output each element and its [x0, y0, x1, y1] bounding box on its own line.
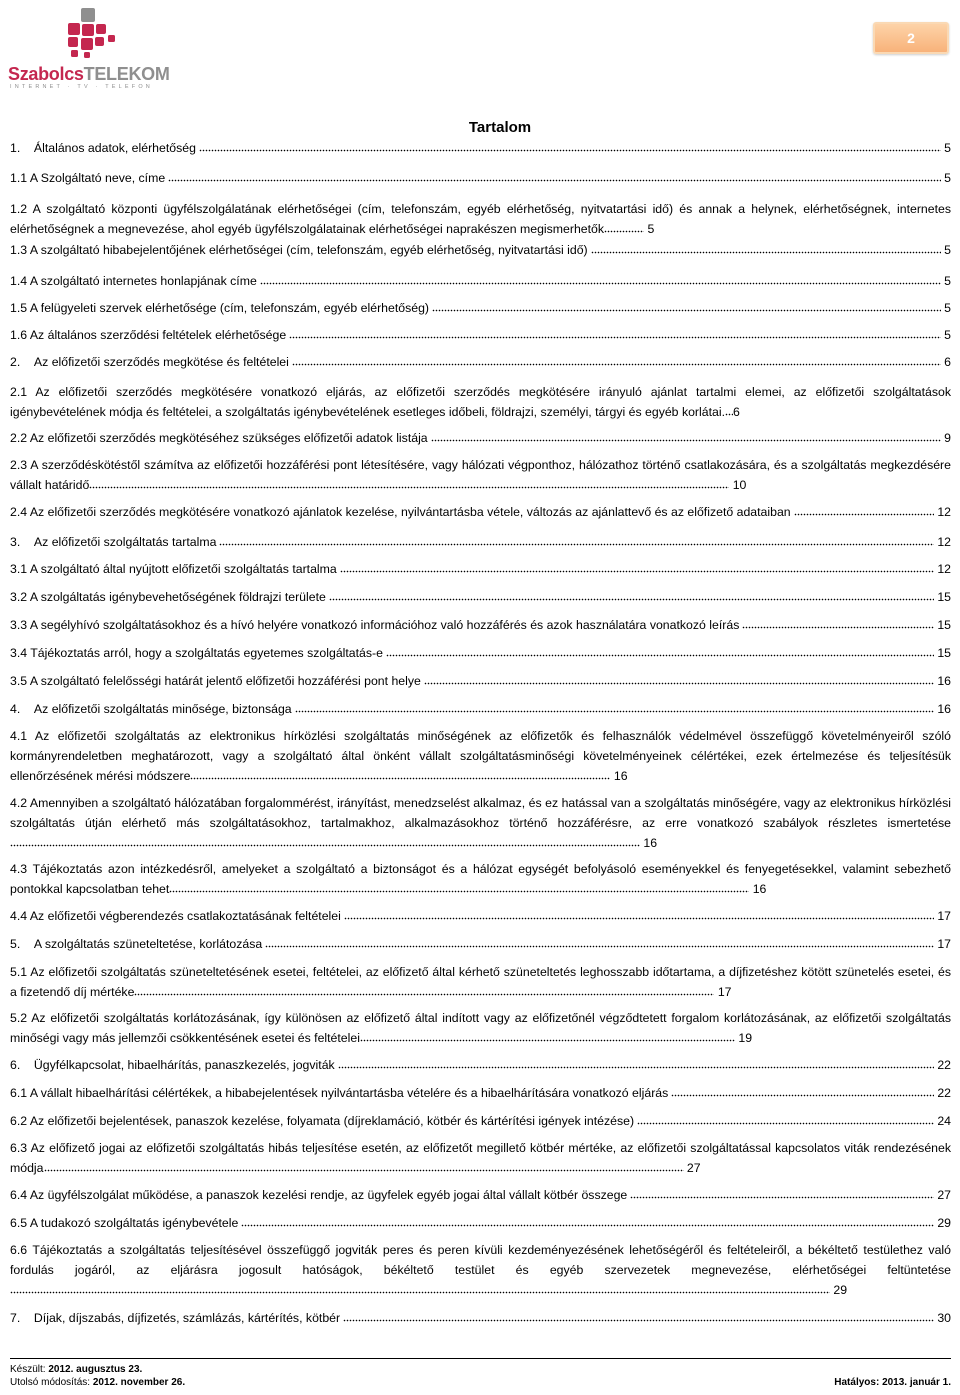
footer-divider: [10, 1358, 951, 1359]
toc-entry-text: 6.3 Az előfizető jogai az előfizetői szolgáltatás hibás teljesítése esetén, az előfizetőt megillető kötbér mértéke, az előfizetői szolgáltatással kapcsolatos viták rendezésének módja: [10, 1141, 951, 1175]
toc-entry-page: 10: [732, 478, 747, 492]
logo-wordmark: [8, 64, 170, 84]
toc-entry-page: 22: [937, 1086, 951, 1100]
logo-brand-part1: Szabolcs: [8, 64, 84, 84]
toc-entry[interactable]: [10, 352, 951, 372]
toc-entry-page: 16: [613, 769, 628, 783]
toc-entry-text: 3.4 Tájékoztatás arról, hogy a szolgáltatás egyetemes szolgáltatás-e: [10, 646, 383, 660]
company-logo: [8, 8, 178, 88]
toc-entry-text: 5. A szolgáltatás szüneteltetése, korlátozása: [10, 937, 263, 951]
toc-entry[interactable]: [10, 615, 951, 635]
toc-entry[interactable]: [10, 906, 951, 926]
toc-entry[interactable]: [10, 199, 951, 239]
toc-entry-text: 3.5 A szolgáltató felelősségi határát jelentő előfizetői hozzáférési pont helye: [10, 674, 421, 688]
toc-entry[interactable]: [10, 934, 951, 954]
toc-entry[interactable]: [10, 325, 951, 345]
toc-title: Tartalom: [468, 119, 532, 136]
toc-entry-page: 12: [937, 505, 951, 519]
toc-entry-page: 16: [937, 674, 951, 688]
toc-entry-page: 27: [686, 1161, 701, 1175]
toc-entry-page: 15: [937, 618, 951, 632]
toc-entry-text: 4.1 Az előfizetői szolgáltatás az elektronikus hírközlési szolgáltatás minőségének az előfizetők és felhasználók védelmével összefüggő követelményeiről szóló kormányrendeletben meghatározott, vagy a szolgáltató által önként vállalt szolgáltatásminőségi követelményeinek célértékei, ezek értelmezése és teljesítésük ellenőrzésének mérési módszere: [10, 729, 951, 783]
toc-entry-page: 17: [717, 985, 732, 999]
toc-entry[interactable]: [10, 455, 951, 495]
toc-entry-page: 12: [937, 535, 951, 549]
toc-entry-page: 5: [944, 243, 951, 257]
toc-entry-text: 3.2 A szolgáltatás igénybevehetőségének földrajzi területe: [10, 590, 326, 604]
toc-entry-page: 19: [738, 1031, 753, 1045]
toc-entry-text: 5.1 Az előfizetői szolgáltatás szüneteltetésének esetei, feltételei, az előfizető által kérhető szüneteltetés leghosszabb időtartama, a díjfizetéshez kötött szünetelés esetei, és a fizetendő díj mértéke: [10, 965, 951, 999]
toc-entry-text: 2.1 Az előfizetői szerződés megkötésére vonatkozó eljárás, az előfizetői szerződés megkötésére irányuló ajánlat tartalmi elemei, az előfizetői szolgáltatások igénybevételének módja és feltételei, a szolgáltatás igénybevételének esetleges időbeli, földrajzi, személyi, tárgyi és egyéb korlátai.: [10, 385, 951, 419]
toc-entry-page: 24: [937, 1114, 951, 1128]
toc-entry[interactable]: [10, 962, 951, 1002]
toc-entry-page: 16: [752, 882, 767, 896]
toc-entry-page: 5: [944, 274, 951, 288]
toc-entry[interactable]: [10, 1111, 951, 1131]
toc-entry-text: 4. Az előfizetői szolgáltatás minősége, biztonsága: [10, 702, 292, 716]
toc-entry[interactable]: [10, 1240, 951, 1300]
toc-entry-page: 5: [944, 301, 951, 315]
toc-entry[interactable]: [10, 532, 951, 552]
toc-entry[interactable]: [10, 1055, 951, 1075]
footer-modified: Utolsó módosítás: 2012. november 26.: [10, 1377, 186, 1388]
toc-entry-text: 7. Díjak, díjszabás, díjfizetés, számlázás, kártérítés, kötbér: [10, 1311, 341, 1325]
toc-entry-page: 5: [944, 171, 951, 185]
toc-entry[interactable]: [10, 699, 951, 719]
toc-entry-text: 4.3 Tájékoztatás azon intézkedésről, amelyeket a szolgáltató a biztonságot és a hálózat egységét befolyásoló eseményekkel és fenyegetésekkel, valamint sebezhető pontokkal kapcsolatban tehet: [10, 862, 951, 896]
toc-entry-page: 16: [937, 702, 951, 716]
toc-entry-text: 6.2 Az előfizetői bejelentések, panaszok kezelése, folyamata (díjreklamáció, kötbér és kártérítési igények intézése): [10, 1114, 635, 1128]
toc-entry-text: 6.5 A tudakozó szolgáltatás igénybevétele: [10, 1216, 239, 1230]
toc-entry-text: 1.6 Az általános szerződési feltételek elérhetősége: [10, 328, 287, 342]
toc-entry[interactable]: [10, 1185, 951, 1205]
toc-entry[interactable]: [10, 1083, 951, 1103]
logo-mark-icon: [60, 8, 120, 60]
toc-entry-page: 17: [937, 937, 951, 951]
toc-entry[interactable]: [10, 1213, 951, 1233]
toc-entry-text: 3.1 A szolgáltató által nyújtott előfizetői szolgáltatás tartalma: [10, 562, 337, 576]
toc-entry-page: 6: [944, 355, 951, 369]
toc-entry-text: 2.3 A szerződéskötéstől számítva az előfizetői hozzáférési pont létesítésére, vagy hálózati végponthoz, hálózathoz történő csatlakozására, és a szolgáltatás megkezdésére vállalt határidő: [10, 458, 951, 492]
toc-entry-text: 1.3 A szolgáltató hibabejelentőjének elérhetőségei (cím, telefonszám, egyéb elérhetőség, nyitvatartási idő): [10, 243, 588, 257]
logo-brand-part2: TELEKOM: [83, 64, 170, 84]
toc-entry[interactable]: [10, 240, 951, 260]
toc-entry-text: 4.4 Az előfizetői végberendezés csatlakoztatásának feltételei: [10, 909, 341, 923]
toc-entry-text: 1. Általános adatok, elérhetőség: [10, 141, 196, 155]
toc-entry[interactable]: [10, 382, 951, 422]
toc-entry[interactable]: [10, 138, 951, 158]
toc-entry-page: 15: [937, 646, 951, 660]
toc-entry[interactable]: [10, 559, 951, 579]
toc-entry[interactable]: [10, 1008, 951, 1048]
toc-entry[interactable]: [10, 587, 951, 607]
toc-entry-page: 12: [937, 562, 951, 576]
toc-entry[interactable]: [10, 502, 951, 522]
toc-entry[interactable]: [10, 1138, 951, 1178]
toc-entry[interactable]: [10, 643, 951, 663]
toc-entry-page: 30: [937, 1311, 951, 1325]
page-footer: [10, 1363, 951, 1389]
toc-entry-text: 6.1 A vállalt hibaelhárítási célértékek, a hibabejelentések nyilvántartásba vételére és a hibaelhárítására vonatkozó eljárás: [10, 1086, 669, 1100]
footer-effective: Hatályos: 2013. január 1.: [834, 1377, 951, 1388]
toc-entry-page: 27: [937, 1188, 951, 1202]
footer-created: Készült: 2012. augusztus 23.: [10, 1364, 143, 1375]
toc-entry-text: 4.2 Amennyiben a szolgáltató hálózatában forgalommérést, irányítást, menedzselést alkalmaz, és ez hatással van a szolgáltatás minőségére, vagy az elektronikus hírközlési szolgáltatás útján elérhető más szolgáltatásokhoz, tartalmakhoz, alkalmazásokhoz történő hozzáférésre, az erre vonatkozó szabályok részletes ismertetése: [10, 796, 951, 830]
toc-entry-page: 17: [937, 909, 951, 923]
toc-entry-page: 22: [937, 1058, 951, 1072]
toc-entry-text: 2. Az előfizetői szerződés megkötése és feltételei: [10, 355, 289, 369]
toc-entry-text: 6.6 Tájékoztatás a szolgáltatás teljesítésével összefüggő jogviták peres és peren kívüli kezdeményezésének lehetőségéről és feltételeiről, a békéltető testülethez való fordulás jogáról, az eljárásra jogosult hatóságok, békéltető testület és egyéb szervezetek megnevezése, elérhetőségei feltüntetése: [10, 1243, 951, 1277]
toc-entry-text: 3.3 A segélyhívó szolgáltatásokhoz és a hívó helyére vonatkozó információhoz való hozzáférés és azok használatára vonatkozó leírás: [10, 618, 740, 632]
toc-entry-text: 2.2 Az előfizetői szerződés megkötéséhez szükséges előfizetői adatok listája: [10, 431, 428, 445]
toc-entry-text: 6. Ügyfélkapcsolat, hibaelhárítás, panaszkezelés, jogviták: [10, 1058, 335, 1072]
toc-entry[interactable]: [10, 428, 951, 448]
toc-entry-text: 1.5 A felügyeleti szervek elérhetősége (cím, telefonszám, egyéb elérhetőség): [10, 301, 430, 315]
toc-entry[interactable]: [10, 298, 951, 318]
toc-entry[interactable]: [10, 1308, 951, 1328]
toc-entry-page: 9: [944, 431, 951, 445]
toc-entry-page: 29: [833, 1283, 848, 1297]
toc-entry[interactable]: [10, 271, 951, 291]
toc-entry-text: 5.2 Az előfizetői szolgáltatás korlátozásának, így különösen az előfizető által indított vagy az előfizetőnél végződtetett forgalom korlátozásának, az előfizetői szolgáltatás minőségi vagy más jellemzői csökkentésének esetei és feltételei: [10, 1011, 951, 1045]
toc-entry-text: 3. Az előfizetői szolgáltatás tartalma: [10, 535, 217, 549]
toc-entry-page: 5: [944, 328, 951, 342]
logo-tagline: INTERNET · TV · TELEFON: [10, 84, 153, 90]
toc-entry-page: 5: [944, 141, 951, 155]
toc-entry[interactable]: [10, 168, 951, 188]
toc-entry-text: 6.4 Az ügyfélszolgálat működése, a panaszok kezelési rendje, az ügyfelek egyéb jogai által vállalt kötbér összege: [10, 1188, 628, 1202]
toc-entry[interactable]: [10, 859, 951, 899]
toc-entry-page: 29: [937, 1216, 951, 1230]
toc-entry-text: 1.1 A Szolgáltató neve, címe: [10, 171, 166, 185]
toc-entry-text: 2.4 Az előfizetői szerződés megkötésére vonatkozó ajánlatok kezelése, nyilvántartásba vétele, változás az ajánlattevő és az előfizető adataiban: [10, 505, 791, 519]
page-number-badge: 2: [873, 22, 949, 54]
toc-entry-text: 1.2 A szolgáltató központi ügyfélszolgálatának elérhetőségei (cím, telefonszám, egyéb elérhetőség, nyitvatartási idő) és annak a helynek, elérhetőségnek, internetes elérhetőségnek a megnevezése, ahol egyéb ügyfélszolgálatainak elérhetőségei naprakészen megismerhetők: [10, 202, 951, 236]
toc-entry-page: 15: [937, 590, 951, 604]
toc-entry-text: 1.4 A szolgáltató internetes honlapjának címe: [10, 274, 257, 288]
toc-entry[interactable]: [10, 671, 951, 691]
toc-entry[interactable]: [10, 793, 951, 853]
toc-entry-page: 5: [647, 222, 655, 236]
toc-entry-page: 6: [733, 405, 740, 419]
toc-entry[interactable]: [10, 726, 951, 786]
toc-entry-page: 16: [643, 836, 658, 850]
